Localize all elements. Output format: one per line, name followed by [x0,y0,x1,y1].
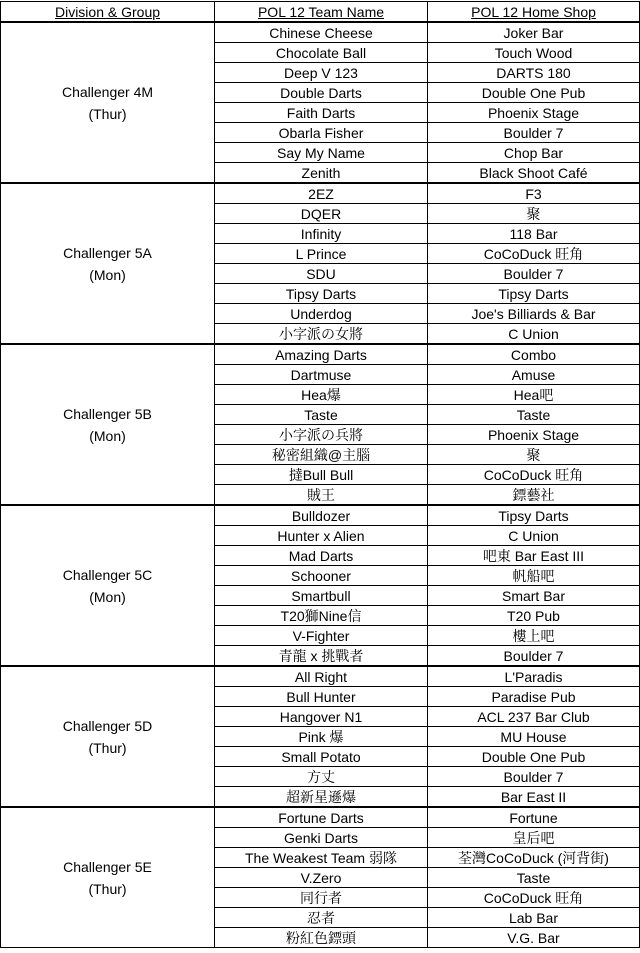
team-name-cell: V-Fighter [215,626,428,646]
table-row [1,344,640,365]
home-shop-cell: Boulder 7 [428,123,640,143]
home-shop-cell: Taste [428,405,640,425]
home-shop-cell: 皇后吧 [428,828,640,848]
home-shop-cell: Double One Pub [428,83,640,103]
home-shop-cell: CoCoDuck 旺角 [428,888,640,908]
home-shop-cell: 樓上吧 [428,626,640,646]
team-name-cell: 同行者 [215,888,428,908]
team-name-cell: Double Darts [215,83,428,103]
home-shop-cell: Joe's Billiards & Bar [428,304,640,324]
team-name-cell: All Right [215,666,428,687]
home-shop-cell: Tipsy Darts [428,505,640,526]
division-day: (Mon) [89,588,126,605]
team-name-cell: Chocolate Ball [215,43,428,63]
team-name-cell: Dartmuse [215,365,428,385]
home-shop-cell: Boulder 7 [428,264,640,284]
home-shop-cell: Taste [428,868,640,888]
division-name: Challenger 5D [62,717,153,734]
team-name-cell: V.Zero [215,868,428,888]
team-name-cell: Hea爆 [215,385,428,405]
home-shop-cell: T20 Pub [428,606,640,626]
home-shop-cell: Boulder 7 [428,767,640,787]
home-shop-cell: 吧東 Bar East III [428,546,640,566]
team-name-cell: Hunter x Alien [215,526,428,546]
team-name-cell: Fortune Darts [215,807,428,828]
home-shop-cell: 帆船吧 [428,566,640,586]
division-cell [1,344,215,505]
home-shop-cell: 荃灣CoCoDuck (河背街) [428,848,640,868]
home-shop-cell: Paradise Pub [428,687,640,707]
home-shop-cell: Touch Wood [428,43,640,63]
home-shop-cell: Hea吧 [428,385,640,405]
home-shop-cell: Phoenix Stage [428,425,640,445]
team-name-cell: Small Potato [215,747,428,767]
team-name-cell: Infinity [215,224,428,244]
home-shop-cell: L'Paradis [428,666,640,687]
team-name-cell: Amazing Darts [215,344,428,365]
team-name-cell: Tipsy Darts [215,284,428,304]
division-day: (Thur) [88,880,127,897]
team-name-cell: Underdog [215,304,428,324]
team-name-cell: Taste [215,405,428,425]
division-day: (Mon) [89,266,126,283]
home-shop-cell: Bar East II [428,787,640,808]
home-shop-cell: CoCoDuck 旺角 [428,465,640,485]
team-name-cell: Genki Darts [215,828,428,848]
team-name-cell: Hangover N1 [215,707,428,727]
team-name-cell: Faith Darts [215,103,428,123]
team-name-cell: Pink 爆 [215,727,428,747]
division-cell [1,666,215,807]
home-shop-cell: F3 [428,183,640,204]
team-name-cell: Bull Hunter [215,687,428,707]
home-shop-cell: MU House [428,727,640,747]
table-row [1,505,640,526]
team-name-cell: Deep V 123 [215,63,428,83]
division-name: Challenger 5C [62,566,153,583]
team-name-cell: Smartbull [215,586,428,606]
division-name: Challenger 4M [61,83,154,100]
home-shop-cell: C Union [428,324,640,345]
home-shop-cell: Boulder 7 [428,646,640,667]
division-name: Challenger 5A [63,244,152,261]
table-row [1,666,640,687]
home-shop-cell: Chop Bar [428,143,640,163]
team-name-cell: Bulldozer [215,505,428,526]
team-name-cell: The Weakest Team 弱隊 [215,848,428,868]
team-name-cell: 秘密組織@主腦 [215,445,428,465]
team-name-cell: DQER [215,204,428,224]
home-shop-cell: ACL 237 Bar Club [428,707,640,727]
home-shop-cell: Fortune [428,807,640,828]
team-name-cell: 超新星遜爆 [215,787,428,808]
home-shop-cell: Double One Pub [428,747,640,767]
team-name-cell: Chinese Cheese [215,22,428,43]
team-name-cell: 賊王 [215,485,428,506]
team-name-cell: 撻Bull Bull [215,465,428,485]
team-name-cell: Schooner [215,566,428,586]
table-body [1,22,640,948]
team-name-cell: 青龍 x 挑戰者 [215,646,428,667]
header-row [1,2,640,23]
team-name-cell: 小字派の女將 [215,324,428,345]
home-shop-cell: 聚 [428,445,640,465]
division-cell [1,807,215,948]
header-home-shop: POL 12 Home Shop [428,2,640,23]
team-name-cell: 小字派の兵將 [215,425,428,445]
home-shop-cell: Smart Bar [428,586,640,606]
home-shop-cell: V.G. Bar [428,928,640,948]
team-name-cell: Zenith [215,163,428,184]
home-shop-cell: Lab Bar [428,908,640,928]
division-day: (Mon) [89,427,126,444]
division-cell [1,183,215,344]
home-shop-cell: Amuse [428,365,640,385]
team-name-cell: 方丈 [215,767,428,787]
division-name: Challenger 5E [63,858,152,875]
home-shop-cell: Tipsy Darts [428,284,640,304]
table-row [1,807,640,828]
home-shop-cell: Phoenix Stage [428,103,640,123]
header-team-name: POL 12 Team Name [215,2,428,23]
home-shop-cell: Combo [428,344,640,365]
team-name-cell: 粉紅色鏢頭 [215,928,428,948]
team-name-cell: 2EZ [215,183,428,204]
home-shop-cell: 鏢藝社 [428,485,640,506]
team-name-cell: Mad Darts [215,546,428,566]
team-name-cell: L Prince [215,244,428,264]
home-shop-cell: CoCoDuck 旺角 [428,244,640,264]
division-name: Challenger 5B [63,405,152,422]
table-row [1,183,640,204]
table-row [1,22,640,43]
division-table [0,1,640,948]
team-name-cell: 忍者 [215,908,428,928]
home-shop-cell: 118 Bar [428,224,640,244]
home-shop-cell: DARTS 180 [428,63,640,83]
team-name-cell: Obarla Fisher [215,123,428,143]
team-name-cell: T20獅Nine信 [215,606,428,626]
team-name-cell: SDU [215,264,428,284]
home-shop-cell: Joker Bar [428,22,640,43]
header-division: Division & Group [1,2,215,23]
division-day: (Thur) [88,739,127,756]
home-shop-cell: C Union [428,526,640,546]
division-day: (Thur) [88,105,127,122]
division-cell [1,505,215,666]
home-shop-cell: 聚 [428,204,640,224]
home-shop-cell: Black Shoot Café [428,163,640,184]
team-name-cell: Say My Name [215,143,428,163]
division-cell [1,22,215,183]
